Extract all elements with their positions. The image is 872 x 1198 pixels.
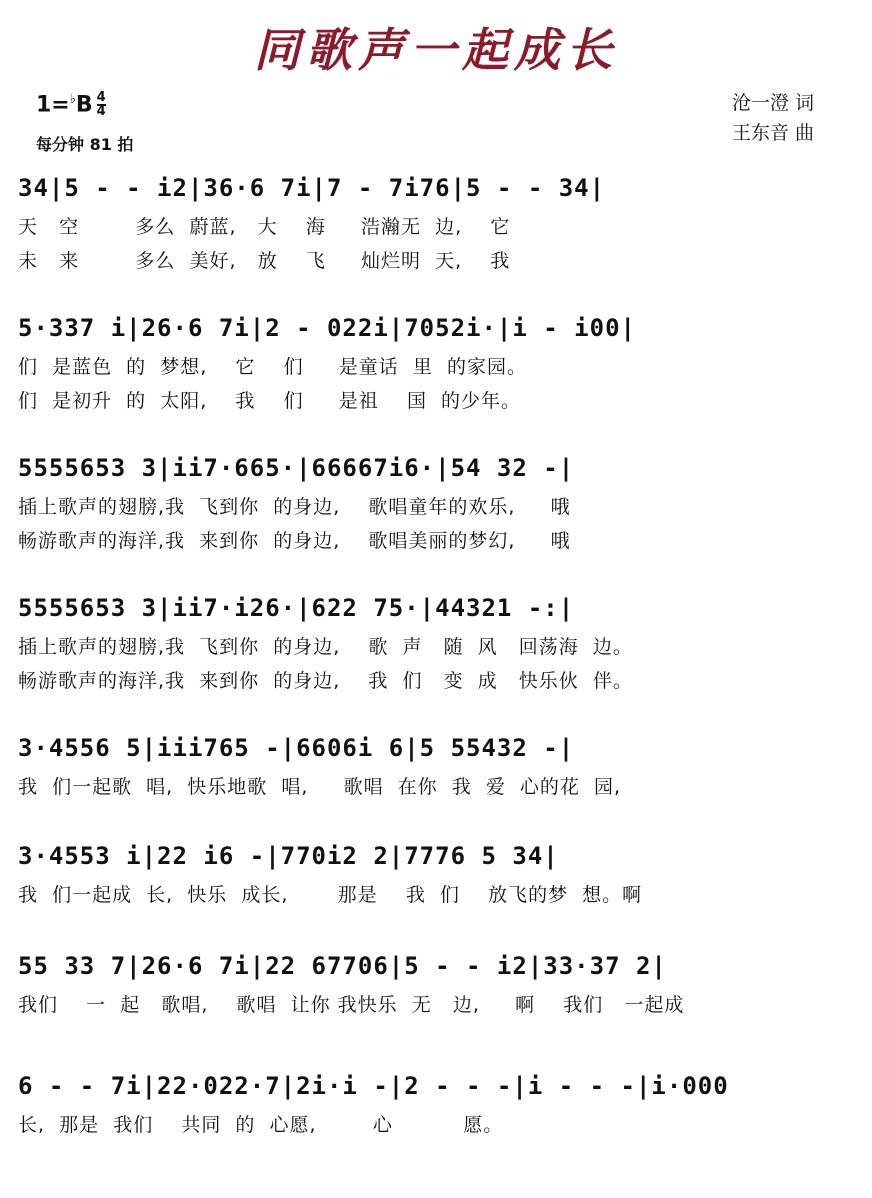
lyric-line: 插上歌声的翅膀,我 飞到你 的身边, 歌 声 随 风 回荡海 边。 <box>18 636 633 658</box>
notes-line: 34|5 - - i2|36·6 7i|7 - 7i76|5 - - 34| <box>18 174 606 202</box>
lyric-line: 我 们一起成 长, 快乐 成长, 那是 我 们 放飞的梦 想。啊 <box>18 884 643 906</box>
notes-line: 3·4553 i|22 i6 -|770i2 2|7776 5 34| <box>18 842 559 870</box>
time-signature <box>97 92 106 118</box>
time-bottom: 4 <box>96 104 106 120</box>
lyric-line: 们 是蓝色 的 梦想, 它 们 是童话 里 的家园。 <box>18 356 527 378</box>
lyric-line: 畅游歌声的海洋,我 来到你 的身边, 歌唱美丽的梦幻, 哦 <box>18 530 571 552</box>
composer-credit: 王东音 曲 <box>731 122 814 144</box>
system-5 <box>18 726 858 804</box>
key-signature <box>36 92 106 118</box>
notes-line: 5·337 i|26·6 7i|2 - 022i|7052i·|i - i00| <box>18 314 636 342</box>
lyricist-credit: 沧一澄 词 <box>731 92 814 114</box>
system-1 <box>18 166 858 278</box>
key-note: B <box>75 92 93 118</box>
lyric-line: 插上歌声的翅膀,我 飞到你 的身边, 歌唱童年的欢乐, 哦 <box>18 496 571 518</box>
lyric-line: 们 是初升 的 太阳, 我 们 是祖 国 的少年。 <box>18 390 522 412</box>
time-top: 4 <box>96 90 106 106</box>
notes-line: 5555653 3|ii7·665·|66667i6·|54 32 -| <box>18 454 575 482</box>
song-title: 同歌声一起成长 <box>254 23 618 77</box>
lyric-line: 我们 一 起 歌唱, 歌唱 让你 我快乐 无 边, 啊 我们 一起成 <box>18 994 685 1016</box>
notes-line: 55 33 7|26·6 7i|22 67706|5 - - i2|33·37 2| <box>18 952 667 980</box>
system-3 <box>18 446 858 558</box>
lyric-line: 天 空 多么 蔚蓝, 大 海 浩瀚无 边, 它 <box>18 216 511 238</box>
system-6 <box>18 834 858 912</box>
system-4 <box>18 586 858 698</box>
notes-line: 3·4556 5|iii765 -|6606i 6|5 55432 -| <box>18 734 575 762</box>
lyric-line: 未 来 多么 美好, 放 飞 灿烂明 天, 我 <box>18 250 511 272</box>
notes-line: 6 - - 7i|22·022·7|2i·i -|2 - - -|i - - -|i·000 <box>18 1072 729 1100</box>
system-2 <box>18 306 858 418</box>
tempo-marking: 每分钟 81 拍 <box>36 135 134 154</box>
lyric-line: 长, 那是 我们 共同 的 心愿, 心 愿。 <box>18 1114 504 1136</box>
notes-line: 5555653 3|ii7·i26·|622 75·|44321 -:| <box>18 594 575 622</box>
key-prefix: 1= <box>36 92 70 118</box>
flat-icon: ♭ <box>69 92 76 107</box>
system-7 <box>18 944 858 1022</box>
system-8 <box>18 1064 858 1142</box>
lyric-line: 我 们一起歌 唱, 快乐地歌 唱, 歌唱 在你 我 爱 心的花 园, <box>18 776 622 798</box>
lyric-line: 畅游歌声的海洋,我 来到你 的身边, 我 们 变 成 快乐伙 伴。 <box>18 670 633 692</box>
